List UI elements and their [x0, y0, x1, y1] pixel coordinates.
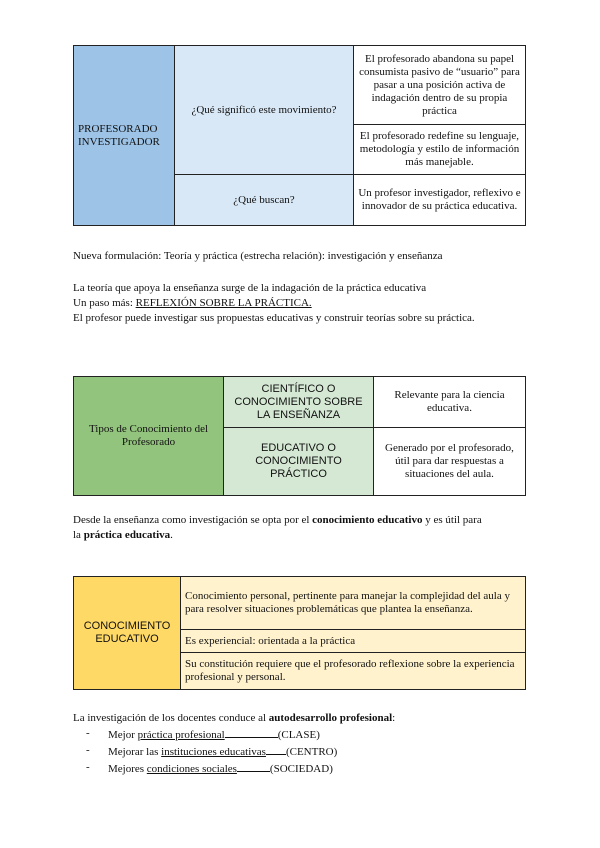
reflection-link: REFLEXIÓN SOBRE LA PRÁCTICA.: [135, 297, 312, 309]
formulation-text: Nueva formulación: Teoría y práctica (estrecha relación): investigación y enseñanza: [73, 250, 443, 262]
theory-text: La teoría que apoya la enseñanza surge de la indagación de la práctica educativa: [73, 282, 427, 294]
item-prefix: Mejorar las: [108, 746, 162, 758]
research-text-part: y es útil para: [422, 514, 482, 526]
educational-practice-bold: práctica educativa: [83, 529, 171, 541]
intro-text: La investigación de los docentes conduce al: [73, 712, 269, 724]
knowledge-types-title: Tipos de Conocimiento del Profesorado: [74, 377, 224, 496]
item-link: condiciones sociales: [146, 763, 237, 775]
blank-line: [237, 760, 270, 772]
item-prefix: Mejor: [108, 729, 138, 741]
professor-text: El profesor puede investigar sus propuestas educativas y construir teorías sobre su práctica.: [73, 312, 475, 324]
personal-knowledge-cell: Conocimiento personal, pertinente para manejar la complejidad del aula y para resolver situaciones problemáticas que plantea la enseñanza.: [181, 577, 526, 630]
improvements-list: [86, 726, 337, 777]
blank-line: [225, 726, 278, 738]
scientific-description-cell: Relevante para la ciencia educativa.: [374, 377, 526, 428]
item-suffix: (CLASE): [277, 729, 320, 741]
blank-line: [266, 743, 286, 755]
conocimiento-educativo-table: [73, 576, 526, 690]
question-meaning-cell: ¿Qué significó este movimiento?: [175, 46, 354, 175]
answer-researcher-cell: Un profesor investigador, reflexivo e innovador de su práctica educativa.: [354, 175, 526, 226]
item-suffix: (SOCIEDAD): [269, 763, 333, 775]
knowledge-types-table: [73, 376, 526, 496]
step-prefix: Un paso más:: [73, 297, 136, 309]
scientific-knowledge-cell: CIENTÍFICO O CONOCIMIENTO SOBRE LA ENSEÑANZA: [224, 377, 374, 428]
research-text-part: .: [170, 529, 173, 541]
research-paragraph-line2: [73, 528, 533, 542]
educational-description-cell: Generado por el profesorado, útil para dar respuestas a situaciones del aula.: [374, 428, 526, 496]
experiential-cell: Es experiencial: orientada a la práctica: [181, 630, 526, 653]
intro-end: :: [392, 712, 396, 724]
profesorado-investigador-title: PROFESORADO INVESTIGADOR: [74, 46, 175, 226]
answer-passive-role-cell: El profesorado abandona su papel consumista pasivo de “usuario” para pasar a una posición activa de indagación dentro de su propia práctica: [354, 46, 526, 125]
item-link: instituciones educativas: [161, 746, 266, 758]
educational-knowledge-cell: EDUCATIVO O CONOCIMIENTO PRÁCTICO: [224, 428, 374, 496]
conocimiento-educativo-title: CONOCIMIENTO EDUCATIVO: [74, 577, 181, 690]
research-text-part: la: [73, 529, 84, 541]
item-prefix: Mejores: [108, 763, 147, 775]
research-paragraph-line1: [73, 513, 533, 527]
research-text-part: Desde la enseñanza como investigación se opta por el: [73, 514, 313, 526]
list-item: [86, 726, 337, 743]
self-development-bold: autodesarrollo profesional: [268, 712, 393, 724]
item-link: práctica profesional: [137, 729, 225, 741]
list-item: [86, 760, 337, 777]
list-item: [86, 743, 337, 760]
educational-knowledge-bold: conocimiento educativo: [312, 514, 423, 526]
constitution-cell: Su constitución requiere que el profesorado reflexione sobre la experiencia profesional y personal.: [181, 653, 526, 690]
answer-language-cell: El profesorado redefine su lenguaje, metodología y estilo de información más manejable.: [354, 125, 526, 175]
profesorado-investigador-table: [73, 45, 526, 226]
item-suffix: (CENTRO): [285, 746, 338, 758]
question-seek-cell: ¿Qué buscan?: [175, 175, 354, 226]
self-development-intro: [73, 711, 533, 725]
step-text: [73, 296, 533, 310]
